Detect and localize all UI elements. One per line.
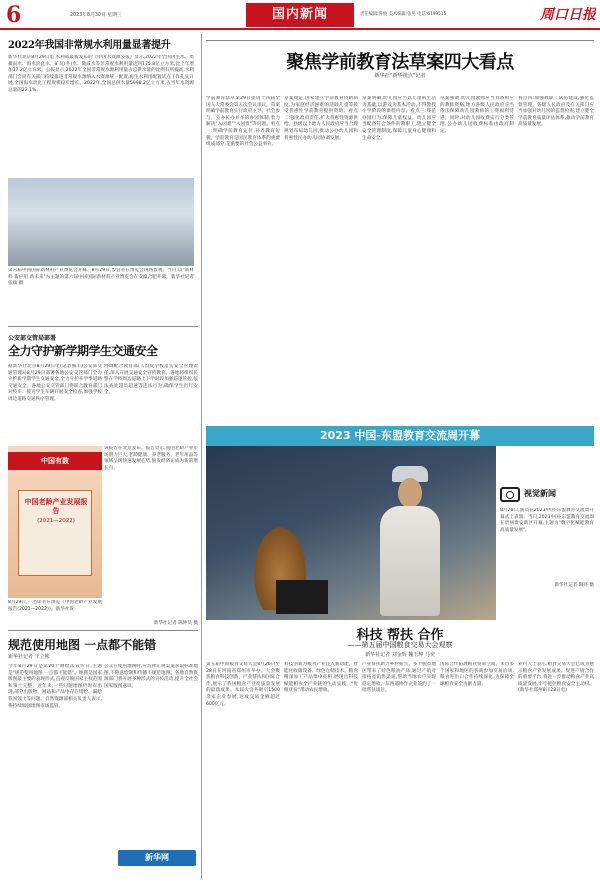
- article-byline: 新华社记者 王立彬: [8, 654, 50, 660]
- column-divider: [201, 34, 202, 879]
- article-column: 产业帮扶助力乡村振兴。多个脱贫地区带来了特色粮油产品,通过产销对接拓宽销售渠道,帮助当地农户实现稳定增收。东西部协作企业签约了一批帮扶项目。: [362, 662, 436, 694]
- article-subtitle: ——第五届中国粮食交易大会观察: [347, 641, 453, 649]
- article-column: 草案强调,幼儿园教师应当具备相应的教师资格,地方各级人民政府应当依法保障幼儿园教师的工资福利待遇。同时,对幼儿园收费实行分类管理,公办幼儿园收费标准由政府制定。: [440, 96, 514, 134]
- expo-photo: [8, 178, 194, 266]
- editor-info: 责任编辑:鲁焕 美术编辑:张男 电话:6199515: [360, 12, 447, 17]
- article-column: 草案明确,幼儿园应当以儿童的生活为基础,以游戏为基本活动,不得教授小学阶段的课程内容。看点三:规范办园行为,保障儿童权益。幼儿园应当配备符合条件的教职工,建立健全安全管理制度,保障儿童身心健康和生命安全。: [362, 96, 436, 141]
- singer-dress-shape: [380, 506, 440, 616]
- article-column: 业内人士表示,粮食交易大会已成为展示粮食产业发展成果、促进产销合作的重要平台,将进一步推动粮食产业高质量发展,牢牢把住粮食安全主动权。(新华社郑州8月28日电): [518, 662, 594, 694]
- article-title: 2022年我国非常规水利用量显著提升: [8, 40, 171, 51]
- photo-caption: 8月29日,一名读者在浏览《中国老龄产业发展报告(2021—2022)》。新华社发: [8, 600, 102, 612]
- photo-credit: 新华社记者 陶亮 摄: [554, 583, 594, 588]
- article-byline: 新华社记者 刘金辉 魏玉坤 马奕: [365, 652, 435, 658]
- article-body-right: 公众在使用地图时,应选择正规渠道获取标准地图,不随意绘制和传播不规范地图。各地自然资源部门将开展多种形式的宣传活动,提升全社会国家版图意识。: [104, 664, 198, 689]
- article-column: 看点四:加强教职工队伍建设,强化监督管理。各级人民政府及有关部门应当加强对幼儿园的监督检查,建立健全学前教育质量评估体系,推动学前教育高质量发展。: [518, 96, 594, 128]
- singer-head-shape: [398, 478, 422, 508]
- newspaper-brand-logo: 周口日报: [540, 7, 596, 23]
- xinhua-logo: 新华网: [118, 850, 196, 866]
- article-column: 国际合作拓展粮食贸易空间。来自多个国家和地区的客商参加交易洽谈,粮食进出口合作持续深化,为保障全球粮食安全贡献力量。: [440, 662, 514, 687]
- article-body-left: 今年8月29日是第20个测绘法宣传日,主题是"规范使用地图 一点都不能错"。地图是国家版图最主要的表现形式,直观反映国家主权范围和领土完整。近年来,一些问题地图仍时有出现,部分出版物、网站和产品中存在错绘、漏绘我国领土等问题。自然资源部相关负责人表示,将持续加强地图市场监管。: [8, 664, 102, 709]
- article-title: 科技 帮扶 合作: [356, 628, 444, 643]
- camera-lens-icon: [506, 491, 514, 499]
- poster-band-label: 中国有数: [41, 457, 69, 465]
- section-divider: [8, 630, 198, 631]
- section-title: 国内新闻: [246, 3, 354, 27]
- report-title: 中国老龄产业发展报告: [24, 498, 88, 515]
- article-column: 科技创新为粮食产业注入新动能。智能化收储设备、绿色仓储技术、粮食精深加工产品集中亮相,展现出科技赋能粮食全产业链的生动实践。"优粮优价"带动农民增收。: [284, 662, 358, 694]
- music-stand-shape: [276, 580, 328, 614]
- issue-date: 2023年8月30日 星期三: [70, 13, 122, 18]
- article-byline: 新华社"新华视点"记者: [374, 73, 426, 79]
- page-number: 6: [6, 2, 22, 28]
- photo-credit: 新华社记者 陈钟昊 摄: [153, 621, 198, 626]
- section-divider: [206, 40, 594, 41]
- article-column: 第五届中国粮食交易大会8月26日至28日在河南省郑州市举办。大会聚焦粮食科技创新、产业帮扶和国际合作,展示了我国粮食产业高质量发展的最新成果。本届大会共吸引1500余家企业参展,达成交易金额超过600亿元。: [206, 662, 280, 707]
- article-body-left: 据新华社北京8月29日电(记者熊丰)公安部交通管理局8月29日部署各地公安交管部门全力守护新学期学生交通安全,全力守护开学季道路交通安全。各地公安交管部门将联合教育部门对校车、接送学生车辆开展安全检查,加强学校周边道路交通秩序管理。: [8, 364, 102, 402]
- article-kicker: 公安部交管局部署: [8, 335, 57, 342]
- article-body-right: 协调配合教育部门,督促学校落实安全管理责任,深入开展交通安全宣传教育。各地将组织民警在学校周边道路上下学时段加强巡逻管控,依法查处超员超速等违法行为,确保学生出行安全。: [104, 364, 198, 396]
- poster-band: [8, 452, 102, 470]
- article-title: 聚焦学前教育法草案四大看点: [286, 52, 514, 73]
- photo-caption: 第六届中国国际新材料产业博览会开幕。8月29日,参会者在博览会现场参观。当日,以"新材料 新应用 新未来"为主题的第六届中国国际新材料产业博览会在安徽合肥开幕。新华社记者 张端 摄: [8, 268, 194, 287]
- article-title: 规范使用地图 一点都不能错: [8, 638, 157, 652]
- article-title: 全力守护新学期学生交通安全: [8, 344, 158, 358]
- poster-side-text: 该报告在北京发布。报告显示,我国老龄产业市场潜力巨大,老龄健康、养老服务、老年用品等领域呈现快速发展态势,银发经济正成为新的增长点。: [104, 446, 198, 471]
- section-divider: [8, 326, 198, 327]
- visual-news-label: 视觉新闻: [524, 489, 556, 498]
- article-column: 学前教育法草案29日提请十四届全国人大常委会第五次会议审议。草案明确学前教育实行政府主导、社会参与、公办民办并举的办园体制,着力解决"入园难""入园贵"等问题。看点一:明确学前教育定位,补齐教育短板。学前教育是国民教育体系的重要组成部分,是重要的社会公益事业。: [206, 96, 280, 148]
- photo-caption: 8月28日,演员在2023中国-东盟教育交流周开幕式上表演。当日,2023中国-东盟教育交流周在贵州贵安新区开幕,主题为"数字化赋能教育高质量发展"。: [500, 508, 594, 533]
- article-body: 新华社北京8月29日电 水利部最新发布的《中国水资源公报》显示,2022年全国再生水、集蓄雨水、海水淡化水、矿坑(井)水、微咸水等非常规水利用量达到175.8亿立方米,比上年增加37.2亿立方米。公报显示,2022年全国非常规水源利用量占总供水量的比例有所提高,水利部门会同有关部门持续推进非常规水源纳入水资源统一配置,再生水利用配置试点工作扎实开展,全国海水淡化工程规模稳步增长。2022年,全国总供水量5998.2亿立方米,占当年水资源总量的22.1%。: [8, 55, 194, 93]
- event-banner: 2023 中国-东盟教育交流周开幕: [206, 426, 594, 446]
- report-years: (2021—2022): [37, 518, 75, 524]
- article-column: 草案规定,国家建立学前教育资助制度,为家庭经济困难的适龄儿童等接受普惠性学前教育提供资助。看点二:强化政府责任,扩大普惠性资源供给。县级以上地方人民政府应当合理规划布局幼儿园,推动公办幼儿园和普惠性民办幼儿园协调发展。: [284, 96, 358, 141]
